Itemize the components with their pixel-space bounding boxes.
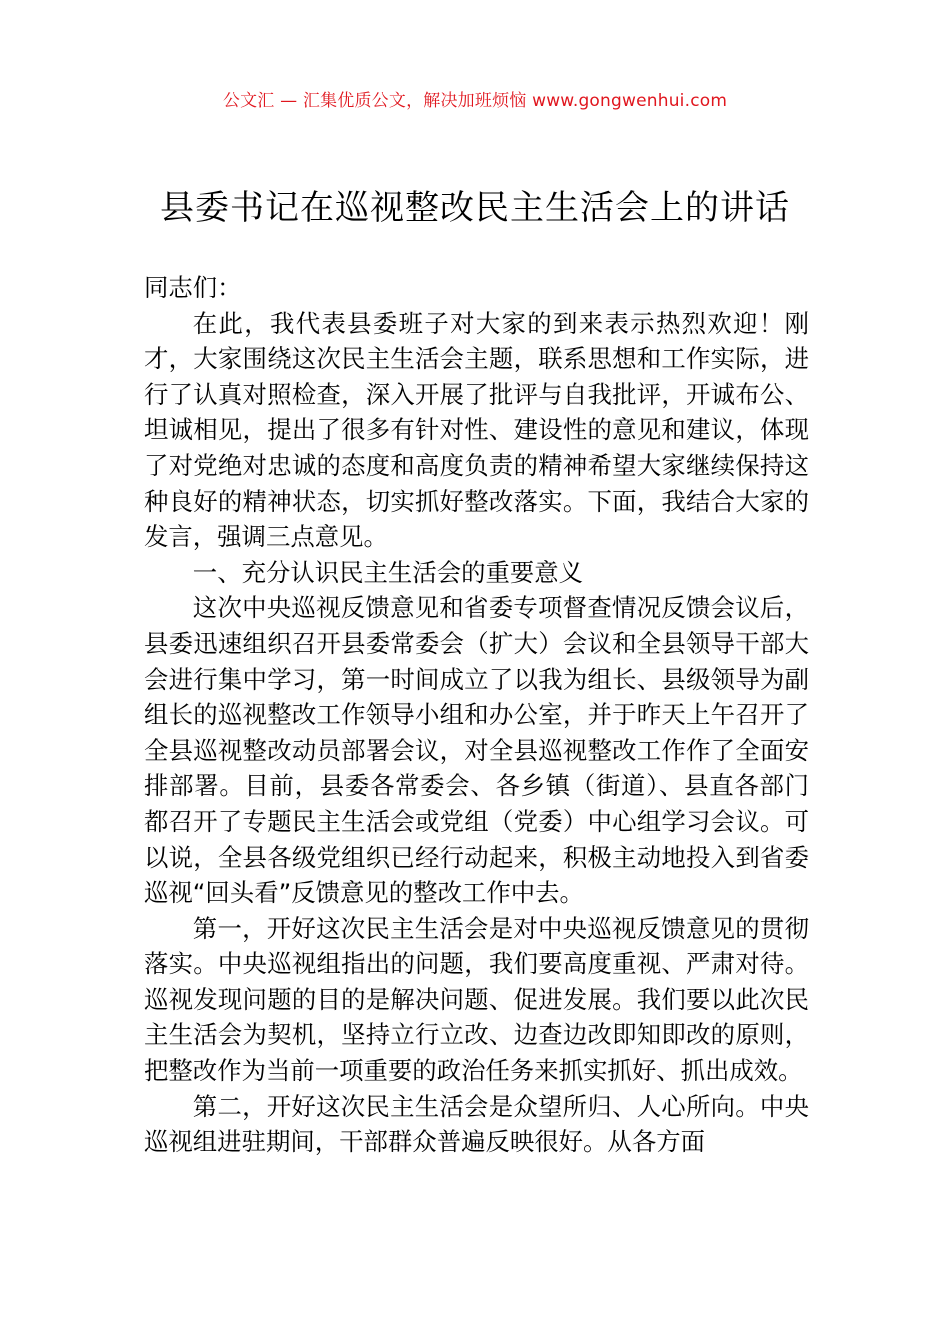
paragraph-point-2: 第二，开好这次民主生活会是众望所归、人心所向。中央巡视组进驻期间，干部群众普遍反映很好。从各方面 — [144, 1091, 809, 1157]
document-title: 县委书记在巡视整改民主生活会上的讲话 — [160, 188, 790, 228]
header-banner: 公文汇 — 汇集优质公文，解决加班烦恼 www.gongwenhui.com — [222, 91, 728, 111]
document-body — [144, 270, 809, 1160]
paragraph-point-1: 第一，开好这次民主生活会是对中央巡视反馈意见的贯彻落实。中央巡视组指出的问题，我们要高度重视、严肃对待。巡视发现问题的目的是解决问题、促进发展。我们要以此次民主生活会为契机，坚持立行立改、边查边改即知即改的原则，把整改作为当前一项重要的政治任务来抓实抓好、抓出成效。 — [144, 913, 809, 1086]
section-heading-1: 一、充分认识民主生活会的重要意义 — [192, 557, 584, 587]
paragraph-body: 这次中央巡视反馈意见和省委专项督查情况反馈会议后，县委迅速组织召开县委常委会（扩大）会议和全县领导干部大会进行集中学习，第一时间成立了以我为组长、县级领导为副组长的巡视整改工作领导小组和办公室，并于昨天上午召开了全县巡视整改动员部署会议，对全县巡视整改工作作了全面安排部署。目前，县委各常委会、各乡镇（街道）、县直各部门都召开了专题民主生活会或党组（党委）中心组学习会议。可以说，全县各级党组织已经行动起来，积极主动地投入到省委巡视“回头看”反馈意见的整改工作中去。 — [144, 593, 809, 908]
salutation: 同志们： — [144, 273, 242, 302]
paragraph-intro: 在此，我代表县委班子对大家的到来表示热烈欢迎！刚才，大家围绕这次民主生活会主题，联系思想和工作实际，进行了认真对照检查，深入开展了批评与自我批评，开诚布公、坦诚相见，提出了很多有针对性、建设性的意见和建议，体现了对党绝对忠诚的态度和高度负责的精神希望大家继续保持这种良好的精神状态，切实抓好整改落实。下面，我结合大家的发言，强调三点意见。 — [144, 308, 809, 552]
